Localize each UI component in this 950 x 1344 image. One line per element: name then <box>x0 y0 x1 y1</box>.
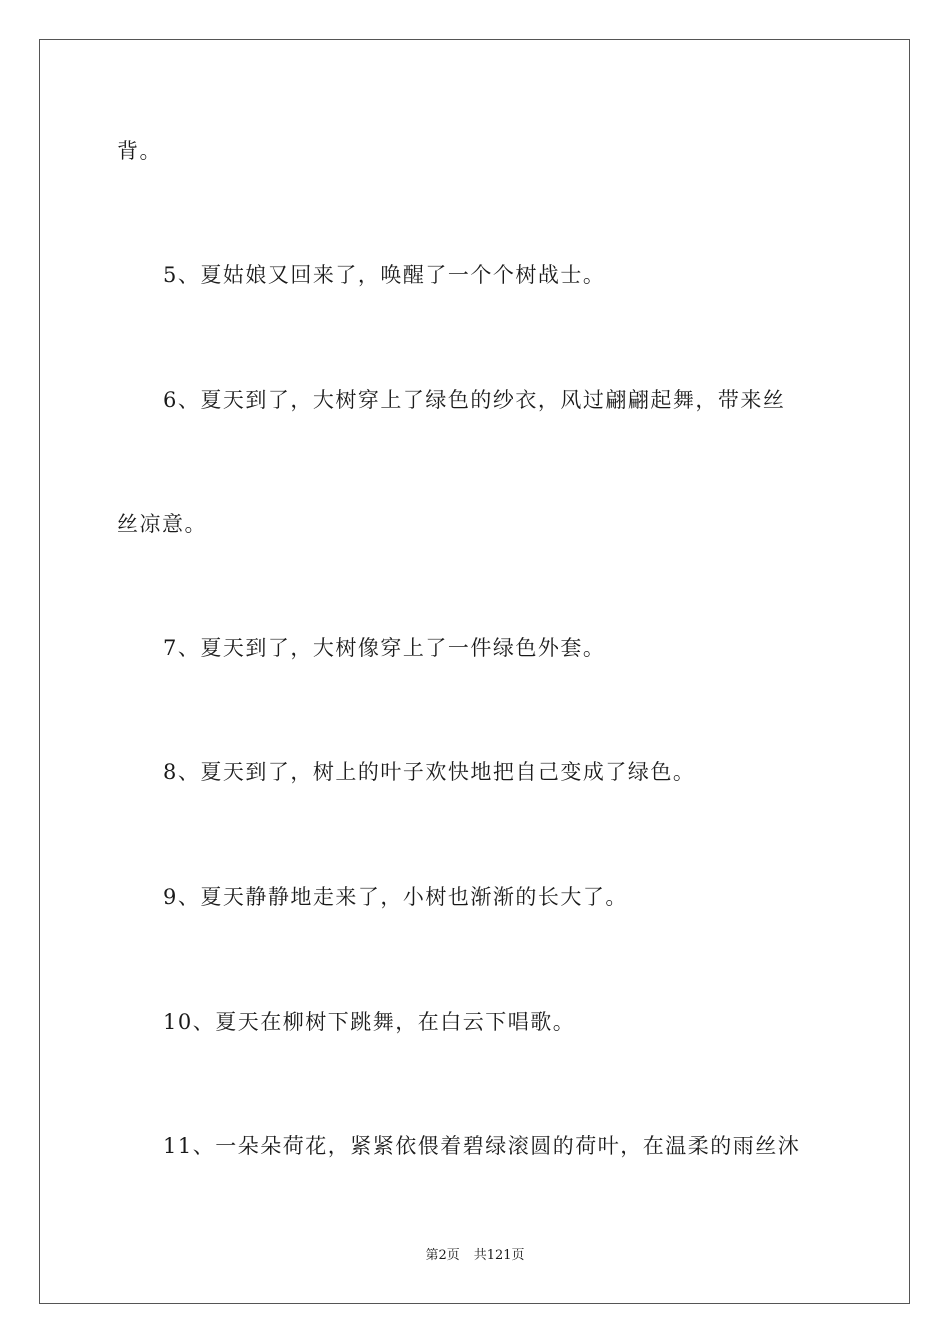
text-line: 7、夏天到了，大树像穿上了一件绿色外套。 <box>163 636 606 660</box>
page-footer <box>0 1249 950 1262</box>
text-line: 8、夏天到了，树上的叶子欢快地把自己变成了绿色。 <box>163 760 696 784</box>
text-line: 丝凉意。 <box>117 512 207 536</box>
text-line: 背。 <box>117 139 162 163</box>
page-number: 第2页 <box>425 1248 460 1263</box>
text-line: 6、夏天到了，大树穿上了绿色的纱衣，风过翩翩起舞，带来丝 <box>163 388 786 412</box>
text-line: 5、夏姑娘又回来了，唤醒了一个个树战士。 <box>163 263 606 287</box>
page-frame <box>39 39 910 1304</box>
text-line: 9、夏天静静地走来了，小树也渐渐的长大了。 <box>163 885 628 909</box>
text-line: 10、夏天在柳树下跳舞，在白云下唱歌。 <box>163 1010 576 1034</box>
total-pages: 共121页 <box>473 1248 525 1263</box>
text-line: 11、一朵朵荷花，紧紧依偎着碧绿滚圆的荷叶，在温柔的雨丝沐 <box>163 1134 801 1158</box>
